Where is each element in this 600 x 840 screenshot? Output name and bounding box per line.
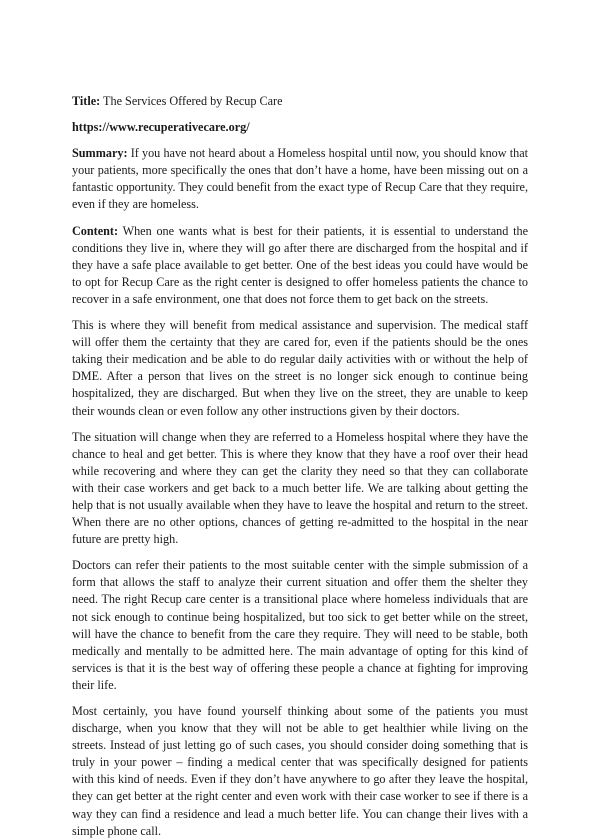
title-line xyxy=(72,93,528,110)
title-label: Title: xyxy=(72,94,101,108)
content-paragraph xyxy=(72,223,528,308)
summary-paragraph xyxy=(72,145,528,213)
body-paragraph-2: The situation will change when they are referred to a Homeless hospital where they have the chance to heal and get better. This is where they know that they have a roof over their head while recovering and where they can get the clarity they need so that they can collaborate with their case workers and get back to a much better life. We are talking about getting the help that is not usually available when they have to leave the hospital and return to the street. When there are no other options, chances of getting re-admitted to the hospital in the near future are pretty high. xyxy=(72,429,528,547)
body-paragraph-1: This is where they will benefit from medical assistance and supervision. The medical staff will offer them the certainty that they are cared for, even if the patients should be the ones taking their medication and be able to do regular daily activities with or without the help of DME. After a person that lives on the street is no longer sick enough to continue being hospitalized, they are discharged. But when they live on the street, they are unable to keep their wounds clean or even follow any other instructions given by their doctors. xyxy=(72,318,528,418)
summary-label: Summary: xyxy=(72,146,128,161)
content-label: Content: xyxy=(72,223,119,238)
summary-text: If you have not heard about a Homeless hospital until now, you should know that your patients, more specifically the ones that don’t have a home, have been missing out on a fantastic opportunity. They could benefit from the exact type of Recup Care that they require, even if they are homeless. xyxy=(72,146,528,212)
body-paragraph-3: Doctors can refer their patients to the most suitable center with the simple submission of a form that allows the staff to analyze their current situation and offer them the shelter they need. The right Recup care center is a transitional place where homeless individuals that are not sick enough to continue being hospitalized, but too sick to get better while on the street, will have the chance to benefit from the care they require. They will need to be stable, both medically and mentally to be admitted here. The main advantage of opting for this kind of services is that it is the best way of offering these people a chance at fighting for improving their life. xyxy=(72,558,528,692)
content-text: When one wants what is best for their patients, it is essential to understand the conditions they live in, where they will go after there are discharged from the hospital and if they have a safe place available to get better. One of the best ideas you could have would be to opt for Recup Care as the right center is designed to offer homeless patients the chance to recover in a safe environment, one that does not force them to get back on the streets. xyxy=(72,223,528,306)
title-text: The Services Offered by Recup Care xyxy=(100,94,283,108)
source-url: https://www.recuperativecare.org/ xyxy=(72,120,250,135)
body-paragraph-4: Most certainly, you have found yourself thinking about some of the patients you must discharge, when you know that they will not be able to get healthier while living on the streets. Instead of just letting go of such cases, you should consider doing something that is truly in your power – finding a medical center that was specifically designed for patients with this kind of needs. Even if they don’t have anywhere to go after they leave the hospital, they can get better at the right center and even work with their case worker to see if there is a way they can find a residence and lead a much better life. You can change their lives with a simple phone call. xyxy=(72,704,528,838)
url-line xyxy=(72,119,528,136)
